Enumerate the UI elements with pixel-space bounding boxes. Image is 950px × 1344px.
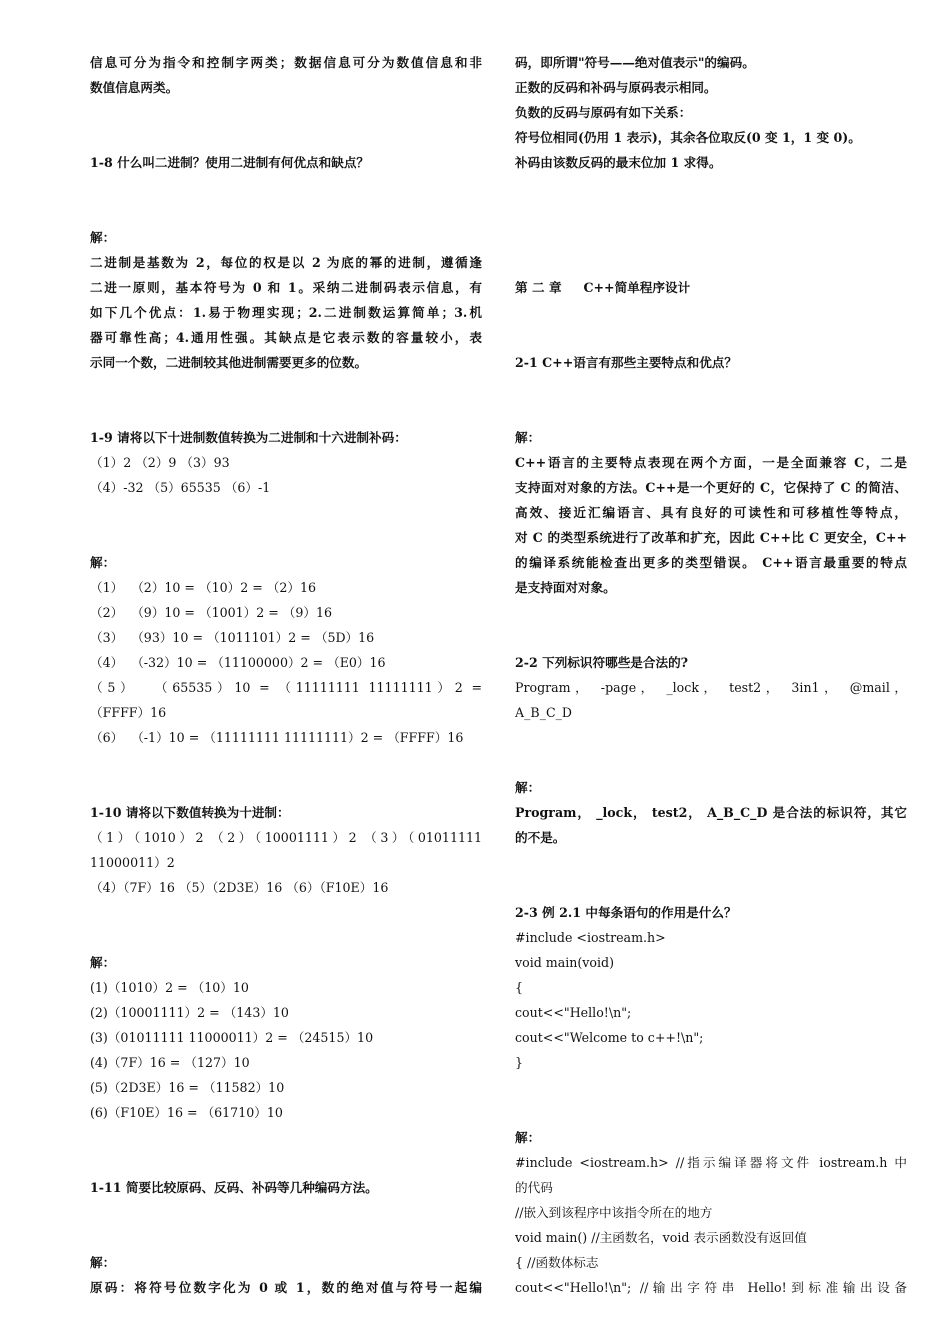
blank-line [90, 1200, 482, 1225]
text-line: 2-3 例 2.1 中每条语句的作用是什么？ [515, 905, 737, 920]
text-line: （4）（7F）16 （5）（2D3E）16 （6）（F10E）16 [90, 880, 389, 895]
text-line: 补码由该数反码的最末位加 1 求得。 [515, 155, 722, 170]
blank-line [90, 125, 482, 150]
text-line: 2-1 C++语言有那些主要特点和优点？ [515, 355, 737, 370]
text-line: 支持面对对象的方法。C++是一个更好的 C，它保持了 C 的简洁、 [515, 480, 907, 495]
blank-line [90, 400, 482, 425]
text-line: Program， -page， _lock， test2， 3in1， @mail， [515, 680, 907, 695]
text-line: （4）-32 （5）65535 （6）-1 [90, 480, 271, 495]
text-line: 1-9 请将以下十进制数值转换为二进制和十六进制补码： [90, 430, 407, 445]
text-line: (4)（7F）16 = （127）10 [90, 1055, 250, 1070]
text-line: 第 二 章 C++简单程序设计 [515, 280, 691, 295]
text-line: void main() //主函数名，void 表示函数没有返回值 [515, 1230, 807, 1245]
blank-line [90, 525, 482, 550]
text-line: 解： [515, 780, 541, 795]
blank-line [90, 175, 482, 200]
text-line: A_B_C_D [515, 705, 572, 720]
text-line: Program， _lock， test2， A_B_C_D 是合法的标识符，其它 [515, 805, 907, 820]
text-line: 的编译系统能检查出更多的类型错误。 C++语言最重要的特点 [515, 555, 907, 570]
text-line: 原码：将符号位数字化为 0 或 1，数的绝对值与符号一起编 [90, 1280, 482, 1295]
text-line: (2)（10001111）2 = （143）10 [90, 1005, 289, 1020]
blank-line [90, 200, 482, 225]
text-line: 高效、接近汇编语言、具有良好的可读性和可移植性等特点， [515, 505, 907, 520]
text-line: （FFFF）16 [90, 705, 167, 720]
text-line: 11000011）2 [90, 855, 175, 870]
blank-line [90, 900, 482, 925]
text-line: 解： [90, 230, 116, 245]
text-line: 解： [515, 1130, 541, 1145]
text-line: 负数的反码与原码有如下关系： [515, 105, 692, 120]
text-line: 1-11 简要比较原码、反码、补码等几种编码方法。 [90, 1180, 378, 1195]
blank-line [515, 625, 907, 650]
text-line: 示同一个数，二进制较其他进制需要更多的位数。 [90, 355, 368, 370]
text-line: 对 C 的类型系统进行了改革和扩充，因此 C++比 C 更安全，C++ [515, 530, 907, 545]
text-line: 解： [515, 430, 541, 445]
text-line: (5)（2D3E）16 = （11582）10 [90, 1080, 285, 1095]
blank-line [515, 375, 907, 400]
text-line: 解： [90, 1255, 116, 1270]
blank-line [90, 1150, 482, 1175]
text-line: 二进一原则，基本符号为 0 和 1。采纳二进制码表示信息，有 [90, 280, 482, 295]
blank-line [515, 250, 907, 275]
text-line: （5） （65535）10 = （11111111 11111111）2 = [90, 680, 482, 695]
text-line: 数值信息两类。 [90, 80, 179, 95]
text-line: （1）（1010）2 （2）（10001111）2 （3）（01011111 [90, 830, 482, 845]
blank-line [515, 300, 907, 325]
text-line: (6)（F10E）16 = （61710）10 [90, 1105, 283, 1120]
text-line: 是支持面对对象。 [515, 580, 616, 595]
blank-line [515, 225, 907, 250]
right-column [515, 50, 907, 1300]
text-line: 二进制是基数为 2，每位的权是以 2 为底的幂的进制，遵循逢 [90, 255, 482, 270]
text-line: 的不是。 [515, 830, 566, 845]
text-line: (3)（01011111 11000011）2 = （24515）10 [90, 1030, 374, 1045]
text-line: 1-8 什么叫二进制？使用二进制有何优点和缺点？ [90, 155, 370, 170]
text-line: 的代码 [515, 1180, 553, 1195]
blank-line [515, 850, 907, 875]
blank-line [515, 325, 907, 350]
blank-line [515, 1100, 907, 1125]
blank-line [515, 175, 907, 200]
left-column [90, 50, 482, 1300]
blank-line [515, 725, 907, 750]
blank-line [515, 400, 907, 425]
text-line: （1） （2）10 = （10）2 = （2）16 [90, 580, 316, 595]
blank-line [90, 750, 482, 775]
text-line: { //函数体标志 [515, 1255, 599, 1270]
blank-line [515, 875, 907, 900]
text-line: 信息可分为指令和控制字两类；数据信息可分为数值信息和非 [90, 55, 482, 70]
text-line: #include <iostream.h> [515, 930, 666, 945]
blank-line [90, 100, 482, 125]
text-line: （1）2 （2）9 （3）93 [90, 455, 230, 470]
text-line: （6） （-1）10 = （11111111 11111111）2 = （FFFF）16 [90, 730, 464, 745]
text-line: （2） （9）10 = （1001）2 = （9）16 [90, 605, 333, 620]
text-line: //嵌入到该程序中该指令所在的地方 [515, 1205, 713, 1220]
blank-line [90, 375, 482, 400]
blank-line [515, 750, 907, 775]
blank-line [90, 1225, 482, 1250]
text-line: 正数的反码和补码与原码表示相同。 [515, 80, 717, 95]
text-line: （3） （93）10 = （1011101）2 = （5D）16 [90, 630, 375, 645]
text-line: } [515, 1055, 524, 1070]
text-line: { [515, 980, 524, 995]
blank-line [90, 925, 482, 950]
text-line: (1)（1010）2 = （10）10 [90, 980, 249, 995]
blank-line [515, 1075, 907, 1100]
text-line: cout<<"Hello!\n"; //输出字符串 Hello!到标准输出设备 [515, 1280, 907, 1295]
blank-line [515, 600, 907, 625]
text-line: 器可靠性高；4.通用性强。其缺点是它表示数的容量较小，表 [90, 330, 482, 345]
blank-line [515, 200, 907, 225]
text-line: （4） （-32）10 = （11100000）2 = （E0）16 [90, 655, 386, 670]
text-line: 1-10 请将以下数值转换为十进制： [90, 805, 290, 820]
text-line: 码，即所谓"符号——绝对值表示"的编码。 [515, 55, 755, 70]
blank-line [90, 1125, 482, 1150]
blank-line [90, 775, 482, 800]
blank-line [90, 500, 482, 525]
text-line: C++语言的主要特点表现在两个方面，一是全面兼容 C，二是 [515, 455, 907, 470]
text-line: void main(void) [515, 955, 614, 970]
text-line: cout<<"Welcome to c++!\n"; [515, 1030, 704, 1045]
text-line: cout<<"Hello!\n"; [515, 1005, 632, 1020]
text-line: 如下几个优点：1.易于物理实现；2.二进制数运算简单；3.机 [90, 305, 482, 320]
text-line: #include <iostream.h> //指示编译器将文件 iostream.h 中 [515, 1155, 907, 1170]
text-line: 解： [90, 955, 116, 970]
text-line: 符号位相同(仍用 1 表示)，其余各位取反(0 变 1，1 变 0)。 [515, 130, 861, 145]
text-line: 2-2 下列标识符哪些是合法的? [515, 655, 689, 670]
text-line: 解： [90, 555, 116, 570]
